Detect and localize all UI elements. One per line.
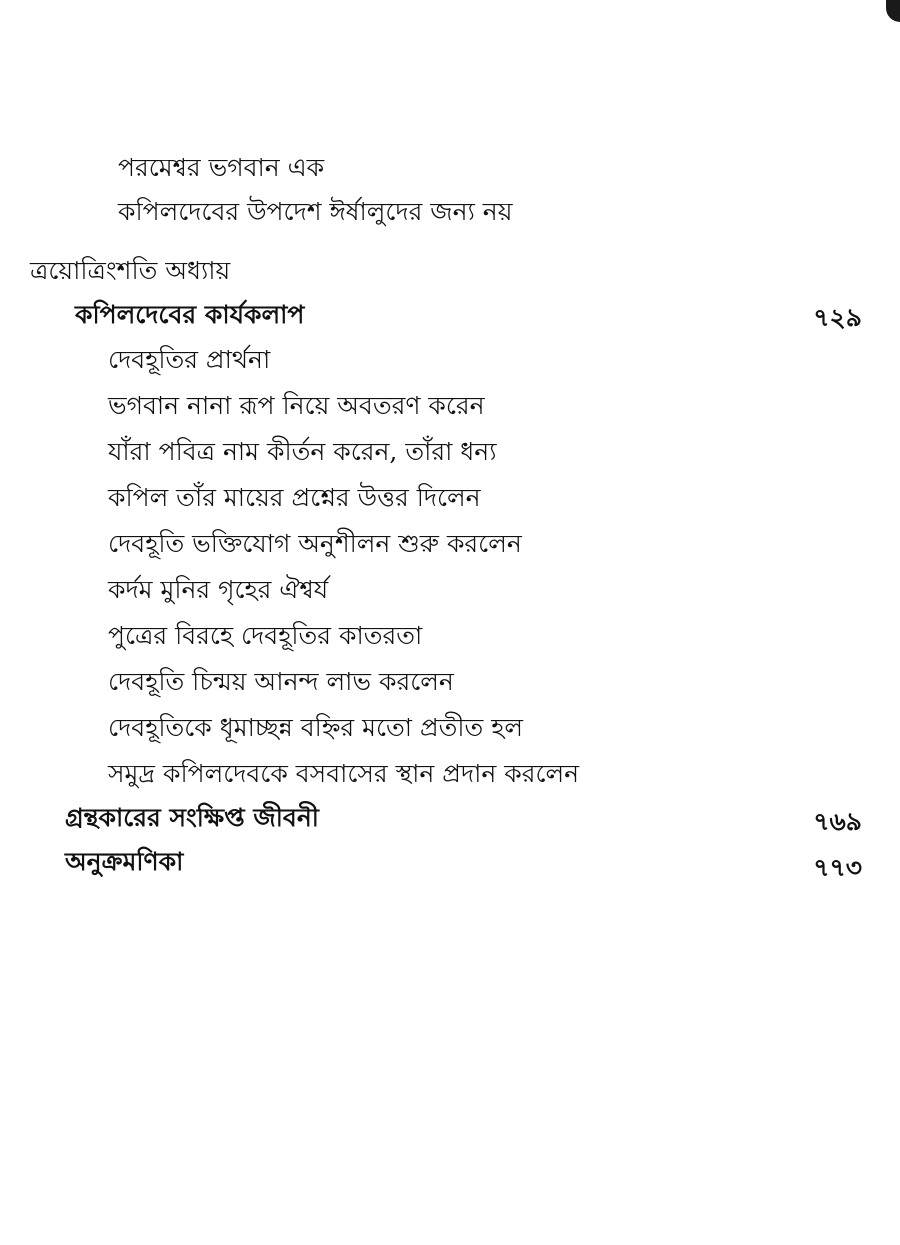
chapter-item-3: যাঁরা পবিত্র নাম কীর্তন করেন, তাঁরা ধন্য xyxy=(108,437,497,466)
chapter-title: কপিলদেবের কার্যকলাপ xyxy=(75,300,305,329)
author-bio-title: গ্রন্থকারের সংক্ষিপ্ত জীবনী xyxy=(65,803,319,832)
chapter-page-number: ৭২৯ xyxy=(813,303,862,332)
chapter-heading: ত্রয়োত্রিংশতি অধ্যায় xyxy=(30,256,231,285)
index-page-number: ৭৭৩ xyxy=(813,853,862,882)
chapter-item-7: পুত্রের বিরহে দেবহূতির কাতরতা xyxy=(108,621,423,650)
chapter-item-5: দেবহূতি ভক্তিযোগ অনুশীলন শুরু করলেন xyxy=(108,529,522,558)
prev-chapter-item-1: পরমেশ্বর ভগবান এক xyxy=(118,153,325,182)
chapter-item-8: দেবহূতি চিন্ময় আনন্দ লাভ করলেন xyxy=(108,667,454,696)
author-bio-page-number: ৭৬৯ xyxy=(813,807,862,836)
prev-chapter-item-2: কপিলদেবের উপদেশ ঈর্ষালুদের জন্য নয় xyxy=(118,197,513,226)
chapter-item-1: দেবহূতির প্রার্থনা xyxy=(108,345,271,374)
chapter-item-9: দেবহূতিকে ধূমাচ্ছন্ন বহ্নির মতো প্রতীত হল xyxy=(108,713,524,742)
chapter-item-4: কপিল তাঁর মায়ের প্রশ্নের উত্তর দিলেন xyxy=(108,483,481,512)
chapter-item-6: কর্দম মুনির গৃহের ঐশ্বর্য xyxy=(108,575,329,604)
index-title: অনুক্রমণিকা xyxy=(65,847,184,876)
chapter-item-2: ভগবান নানা রূপ নিয়ে অবতরণ করেন xyxy=(108,391,485,420)
scan-corner-shadow xyxy=(886,0,900,22)
chapter-item-10: সমুদ্র কপিলদেবকে বসবাসের স্থান প্রদান করলেন xyxy=(108,759,580,788)
